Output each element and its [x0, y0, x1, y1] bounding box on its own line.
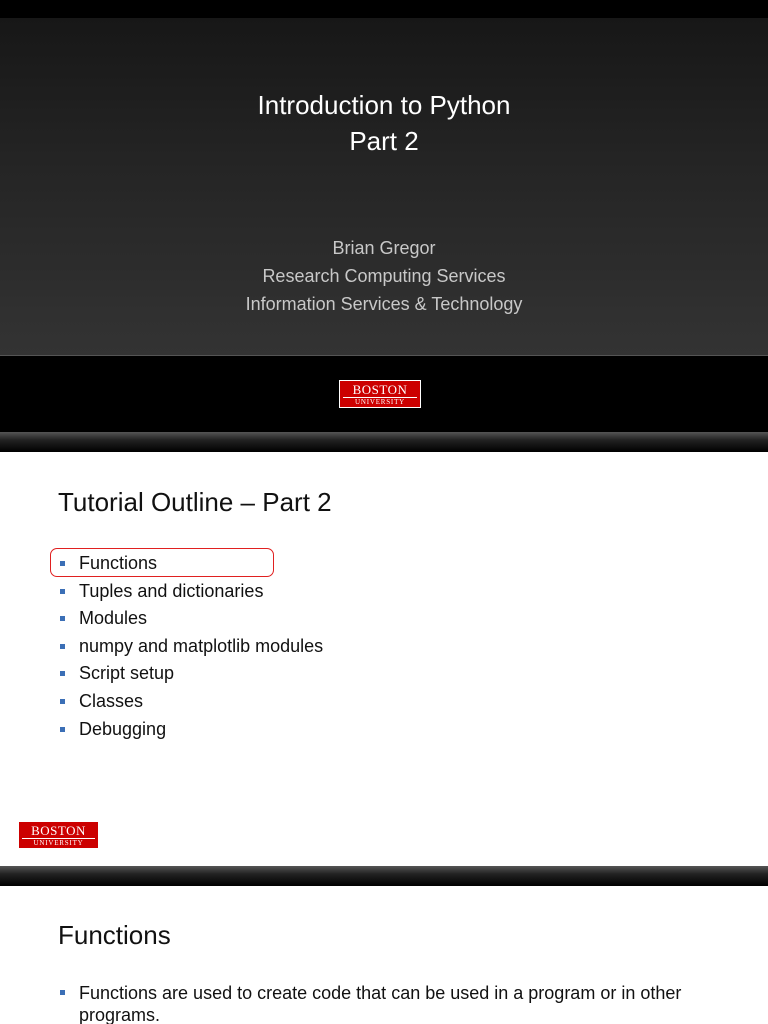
square-bullet-icon	[60, 727, 65, 732]
author-block	[0, 234, 768, 318]
boston-university-logo	[339, 380, 421, 408]
list-item-label: numpy and matplotlib modules	[79, 635, 324, 656]
square-bullet-icon	[60, 616, 65, 621]
list-item	[58, 688, 323, 716]
list-item-label: Functions	[79, 553, 158, 573]
list-item-label: Debugging	[79, 718, 167, 739]
slide-separator	[0, 432, 768, 452]
logo-line-2: UNIVERSITY	[343, 397, 417, 406]
boston-university-logo	[18, 821, 99, 849]
list-item-label: Script setup	[79, 663, 175, 684]
slide-heading: Functions	[58, 920, 171, 950]
square-bullet-icon	[60, 699, 65, 704]
title-line-1: Introduction to Python	[257, 90, 511, 120]
square-bullet-icon	[60, 644, 65, 649]
title-panel	[0, 18, 768, 355]
author-name: Brian Gregor	[332, 238, 436, 258]
slide-functions	[0, 886, 768, 1024]
list-item	[58, 578, 323, 606]
list-item-label: Modules	[79, 608, 148, 629]
highlight-annotation	[50, 548, 274, 577]
list-item-label: Classes	[79, 690, 144, 711]
author-department: Research Computing Services	[262, 266, 506, 286]
divider	[0, 355, 768, 356]
slide-heading: Tutorial Outline – Part 2	[58, 487, 332, 517]
list-item	[58, 660, 323, 688]
list-item	[58, 716, 323, 744]
square-bullet-icon	[60, 990, 65, 995]
outline-list	[58, 550, 323, 743]
slide-outline	[0, 452, 768, 866]
square-bullet-icon	[60, 671, 65, 676]
square-bullet-icon	[60, 589, 65, 594]
slide-title	[0, 18, 768, 432]
list-item-label: Tuples and dictionaries	[79, 580, 264, 601]
slide-separator	[0, 866, 768, 886]
title-line-2: Part 2	[349, 126, 419, 156]
list-item	[58, 633, 323, 661]
logo-line-1: BOSTON	[352, 382, 408, 397]
logo-line-2: UNIVERSITY	[22, 838, 95, 847]
bullet-text	[58, 982, 719, 1024]
bullet-text-label: Functions are used to create code that can be used in a program or in other programs.	[79, 983, 682, 1024]
list-item	[58, 605, 323, 633]
presentation-title	[0, 87, 768, 159]
logo-line-1: BOSTON	[31, 823, 86, 838]
author-organization: Information Services & Technology	[245, 294, 523, 314]
